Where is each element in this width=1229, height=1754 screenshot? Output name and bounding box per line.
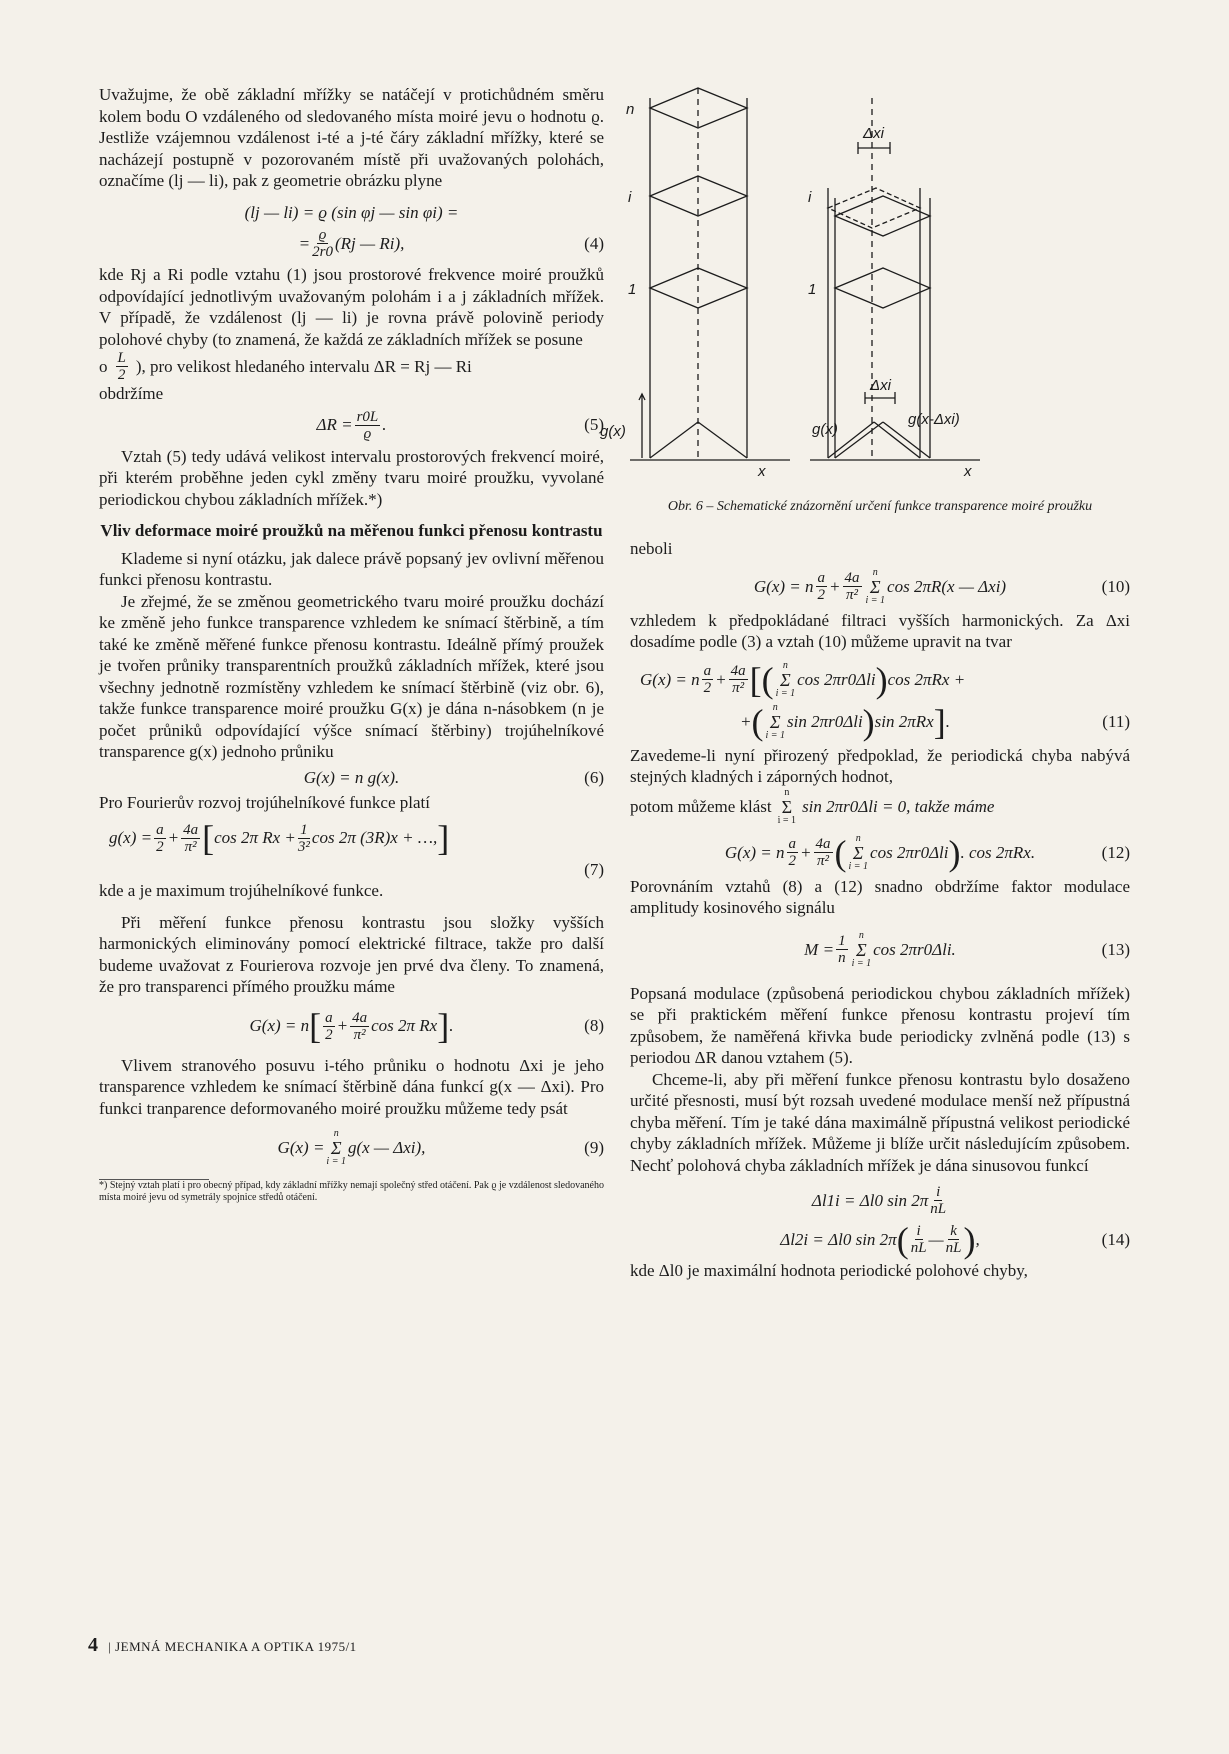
paragraph: Pro Fourierův rozvoj trojúhelníkové funkce platí: [99, 793, 430, 812]
fraction: $\frac{a}{2}$: [788, 836, 797, 869]
page-number: 4: [88, 1634, 99, 1656]
equation-number: (12): [1101, 842, 1130, 862]
equation-number: (5): [584, 415, 604, 435]
equation-number: (14): [1101, 1229, 1130, 1249]
page-footer: 4 | JEMNÁ MECHANIKA A OPTIKA 1975/1: [88, 1634, 357, 1656]
journal-name: JEMNÁ MECHANIKA A OPTIKA 1975/1: [115, 1639, 357, 1654]
fraction: $\frac{i}{nL}$: [910, 1223, 927, 1256]
label-dx-top: Δxi: [863, 125, 884, 142]
paragraph: Při měření funkce přenosu kontrastu jsou složky vyšších harmonických eliminovány pomocí elektrické filtrace, takže pro další budeme uvažovat z Fourierova rozvoje jen prvé dva členy. To znamená, že pro transparenci přímého proužku máme: [99, 912, 604, 996]
fraction: $\frac{1}{\text{3²}}$: [297, 821, 310, 855]
equation-9: G(x) = n Σ i = 1 g(x — Δxi), (9): [277, 1128, 604, 1167]
equation-4a: (lj — li) = ϱ (sin φj — sin φi) =: [244, 202, 459, 222]
paragraph: kde Δl0 je maximální hodnota periodické polohové chyby,: [630, 1261, 1028, 1280]
fraction: $\frac{4a}{\text{π²}}$: [815, 836, 831, 869]
equation-14a: Δl1i = Δl0 sin 2π $\frac{i}{nL}$: [811, 1184, 947, 1217]
sum-symbol: n Σ i = 1: [848, 832, 869, 872]
fraction: $\frac{a}{2}$: [325, 1009, 333, 1043]
equation-6: G(x) = n g(x). (6): [303, 767, 604, 787]
sum-symbol: n Σ i = 1: [326, 1128, 346, 1167]
fraction: $\frac{a}{2}$: [156, 821, 164, 855]
equation-number: (11): [1102, 711, 1130, 731]
fraction: $\frac{r0L}{ϱ}$: [356, 408, 379, 442]
paragraph: Zavedeme-li nyní přirozený předpoklad, že periodická chyba nabývá stejných kladných i záporných hodnot,: [630, 745, 1130, 786]
equation-14b: Δl2i = Δl0 sin 2π ( $\frac{i}{nL}$ — $\frac{k}{nL}$ ) , (14): [780, 1219, 1130, 1260]
paragraph: Uvažujme, že obě základní mřížky se natáčejí v protichůdném směru kolem bodu O vzdáleného od sledovaného místa moiré jevu o hodnotu ϱ. Jestliže vzájemnou vzdálenost i-té a j-té čáry základní mřížky, které se nacházejí postupně v pozorovaném místě při uvažovaných polohách, označíme (lj — li), pak z geometrie obrázku plyne: [99, 85, 604, 190]
fraction: $\frac{L}{2}$: [117, 350, 126, 383]
paragraph: Chceme-li, aby při měření funkce přenosu kontrastu bylo dosaženo určité přesnosti, musí být rozsah uvedené modulace menší než přípustná chyba měření. Tím je také dána maximálně přípustná velikost periodické chyby základních mřížek. Můžeme ji blíže určit následujícím způsobem. Nechť polohová chyba základních mřížek je dána sinusovou funkcí: [630, 1069, 1130, 1175]
sum-symbol: n Σ i = 1: [765, 701, 786, 741]
equation-11a: G(x) = n $\frac{a}{2}$ + $\frac{4a}{\text{π²}}$ [( n Σ i = 1 cos 2πr0Δli ) cos 2πRx +: [640, 659, 966, 700]
paragraph: obdržíme: [99, 384, 164, 403]
equation-8: G(x) = n [ $\frac{a}{2}$ + $\frac{4a}{\text{π²}}$ cos 2π Rx ] . (8): [249, 1006, 604, 1046]
label-x-left: x: [758, 463, 766, 480]
equation-number: (7): [584, 859, 604, 879]
fraction: $\frac{a}{2}$: [817, 570, 826, 603]
equation-13: M = $\frac{1}{n}$ n Σ i = 1 cos 2πr0Δli. (13): [804, 929, 1130, 969]
label-gx-shift: g(x-Δxi): [908, 411, 960, 428]
label-1: 1: [628, 281, 637, 298]
equation-11b: + ( n Σ i = 1 sin 2πr0Δli ) sin 2πRx ] . (11): [740, 701, 1130, 742]
footnote: *) Stejný vztah platí i pro obecný případ, kdy základní mřížky nemají společný střed otáčení. Pak ϱ je vzdálenost sledovaného místa moiré jevu od symetrály spojnice středů otáčení.: [99, 1180, 604, 1203]
equation-number: (10): [1101, 576, 1130, 596]
paragraph: kde a je maximum trojúhelníkové funkce.: [99, 881, 384, 900]
paragraph: neboli: [630, 539, 673, 558]
inline-sum-line: potom můžeme klást n Σ i = 1 sin 2πr0Δli = 0, takže máme: [630, 786, 995, 826]
paragraph: Klademe si nyní otázku, jak dalece právě popsaný jev ovlivní měřenou funkci přenosu kontrastu.: [99, 548, 604, 589]
paragraph: Porovnáním vztahů (8) a (12) snadno obdržíme faktor modulace amplitudy kosinového signálu: [630, 876, 1130, 917]
right-column: [630, 538, 1130, 1282]
label-i: i: [628, 189, 632, 206]
paragraph: Vlivem stranového posuvu i-tého průniku o hodnotu Δxi je jeho transparence vzhledem ke snímací štěrbině dána funkcí g(x — Δxi). Pro funkci tranparence deformovaného moiré proužku můžeme tedy psát: [99, 1055, 604, 1118]
fraction: $\frac{a}{2}$: [703, 663, 712, 696]
fraction: $\frac{1}{n}$: [838, 933, 846, 966]
fraction: $\frac{ϱ}{2r0}$: [312, 227, 333, 260]
figure-6: [600, 78, 1120, 488]
equation-7: g(x) = $\frac{a}{2}$ + $\frac{4a}{\text{π²}}$ [ cos 2π Rx + $\frac{1}{\text{3²}}$ cos 2π (3R)x + …, ]: [109, 818, 450, 858]
section-heading: Vliv deformace moiré proužků na měřenou funkci přenosu kontrastu: [100, 521, 603, 540]
fraction: $\frac{i}{nL}$: [930, 1184, 947, 1217]
label-x-right: x: [964, 463, 972, 480]
paragraph: Je zřejmé, že se změnou geometrického tvaru moiré proužku dochází ke změně jeho funkce transparence vzhledem ke snímací štěrbině, a tím také ke změně měřené funkce přenosu kontrastu. Ideálně přímý proužek je tvořen průniky transparentních proužků základních mřížek, které jsou všechny jednotně rozmístěny vzhledem ke snímací štěrbině (viz obr. 6), takže funkce transparence moiré proužku G(x) je dána n-násobkem (n je počet průniků odpovídající výšce snímací štěrbiny) trojúhelníkové transparence g(x) jednoho průniku: [99, 591, 604, 761]
fraction: $\frac{4a}{\text{π²}}$: [844, 570, 860, 603]
paragraph: kde Rj a Ri podle vztahu (1) jsou prostorové frekvence moiré proužků odpovídající jednotlivým uvažovaným polohám i a j základních mřížek. V případě, že vzdálenost (lj — li) je rovna právě polovině periody polohové chyby (to znamená, že každá ze základních mřížek se posune: [99, 265, 604, 349]
left-column: [99, 84, 604, 1204]
label-n: n: [626, 101, 635, 118]
equation-number: (6): [584, 767, 604, 787]
sum-symbol: n Σ i = 1: [777, 786, 797, 826]
fraction: $\frac{4a}{\text{π²}}$: [352, 1009, 368, 1043]
equation-number: (4): [584, 233, 604, 253]
equation-10: G(x) = n $\frac{a}{2}$ + $\frac{4a}{\text{π²}}$ n Σ i = 1 cos 2πR(x — Δxi) (10): [753, 566, 1130, 606]
fraction: $\frac{k}{nL}$: [945, 1223, 962, 1256]
fraction: $\frac{4a}{\text{π²}}$: [183, 821, 199, 855]
equation-number: (8): [584, 1016, 604, 1036]
sum-symbol: n Σ i = 1: [851, 929, 872, 969]
equation-5: ΔR = $\frac{r0L}{ϱ}$ . (5): [316, 408, 604, 442]
paragraph: Vztah (5) tedy udává velikost intervalu prostorových frekvencí moiré, při kterém proběhne jeden cykl změny tvaru moiré proužku, vyvolané periodickou chybou základních mřížek.*): [99, 446, 604, 509]
sum-symbol: n Σ i = 1: [775, 659, 796, 699]
sum-symbol: n Σ i = 1: [865, 566, 886, 606]
fraction: $\frac{4a}{\text{π²}}$: [730, 663, 746, 696]
label-gx-right: g(x): [812, 421, 838, 438]
label-i-right: i: [808, 189, 812, 206]
label-gx-left: g(x): [600, 423, 626, 440]
paragraph: vzhledem k předpokládané filtraci vyšších harmonických. Za Δxi dosadíme podle (3) a vztah (10) můžeme upravit na tvar: [630, 610, 1130, 651]
equation-4b: = $\frac{ϱ}{2r0}$ (Rj — Ri), (4): [298, 227, 604, 260]
equation-12: G(x) = n $\frac{a}{2}$ + $\frac{4a}{\text{π²}}$ ( n Σ i = 1 cos 2πr0Δli ) . cos 2πRx. (12): [724, 832, 1130, 873]
paragraph: Popsaná modulace (způsobená periodickou chybou základních mřížek) se při praktickém měření funkce přenosu kontrastu projeví tím způsobem, že naměřená křivka bude periodicky zvlněná podle (13) s periodou ΔR danou vztahem (5).: [630, 983, 1130, 1067]
label-1-right: 1: [808, 281, 817, 298]
equation-number: (9): [584, 1138, 604, 1158]
equation-number: (13): [1101, 939, 1130, 959]
figure-caption: Obr. 6 – Schematické znázornění určení funkce transparence moiré proužku: [667, 499, 1093, 514]
inline-fraction-line: o $\frac{L}{2}$ ), pro velikost hledaného intervalu ΔR = Rj — Ri: [99, 350, 472, 383]
label-dx-bottom: Δxi: [870, 377, 891, 394]
